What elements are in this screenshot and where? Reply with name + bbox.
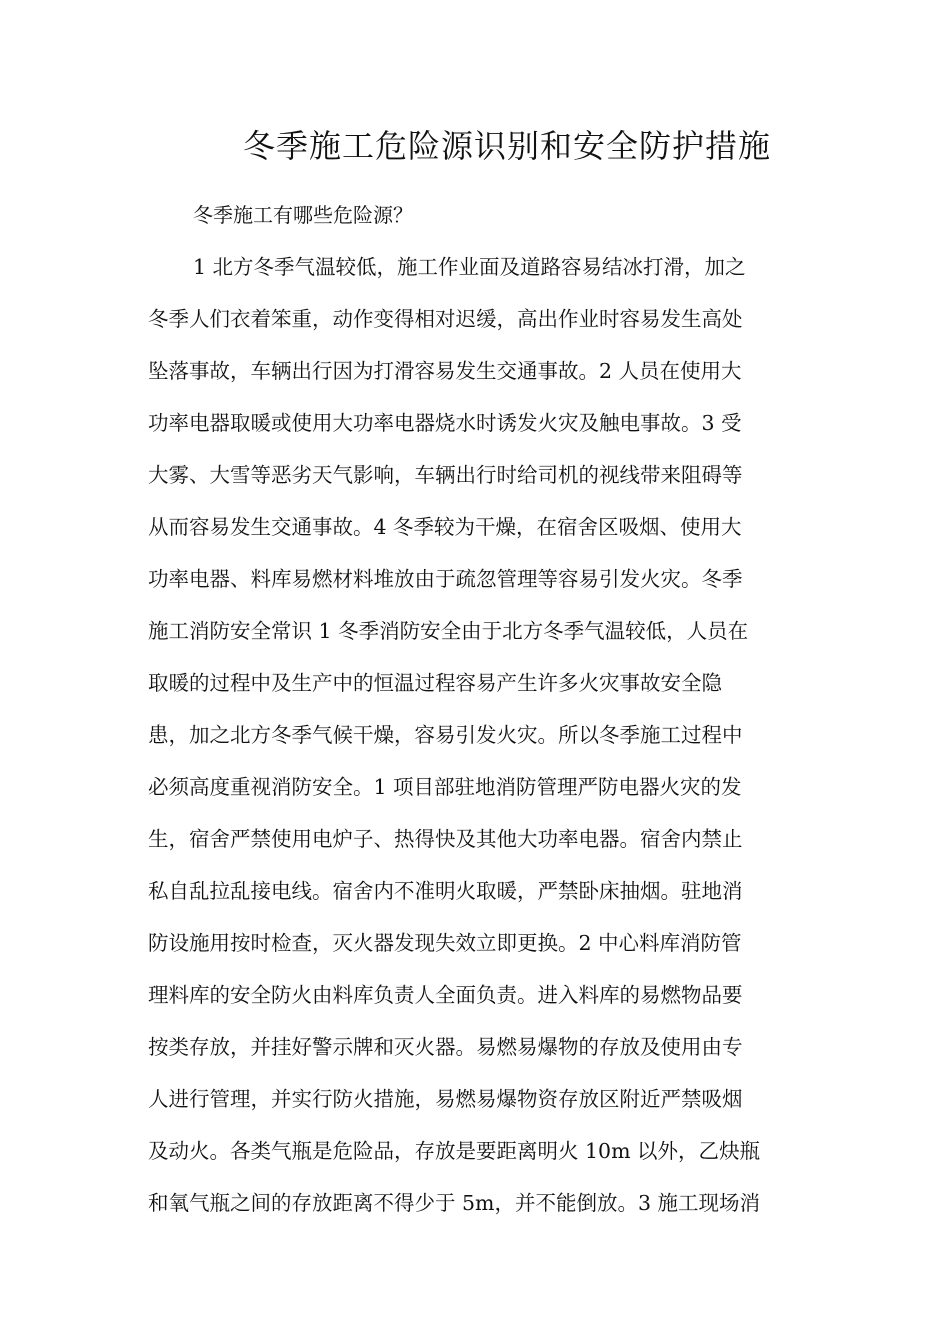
text-line: 功率电器取暖或使用大功率电器烧水时诱发火灾及触电事故。3 受 bbox=[148, 411, 742, 435]
text-line: 坠落事故，车辆出行因为打滑容易发生交通事故。2 人员在使用大 bbox=[148, 359, 742, 383]
text-line: 理料库的安全防火由料库负责人全面负责。进入料库的易燃物品要 bbox=[148, 983, 743, 1007]
text-line: 生，宿舍严禁使用电炉子、热得快及其他大功率电器。宿舍内禁止 bbox=[148, 827, 743, 851]
text-line: 患，加之北方冬季气候干燥，容易引发火灾。所以冬季施工过程中 bbox=[148, 723, 743, 747]
text-line: 和氧气瓶之间的存放距离不得少于 5m，并不能倒放。3 施工现场消 bbox=[148, 1191, 761, 1215]
text-line: 取暖的过程中及生产中的恒温过程容易产生许多火灾事故安全隐 bbox=[148, 671, 722, 695]
text-line: 施工消防安全常识 1 冬季消防安全由于北方冬季气温较低，人员在 bbox=[148, 619, 749, 643]
section-question: 冬季施工有哪些危险源？ bbox=[193, 203, 413, 227]
text-line: 冬季人们衣着笨重，动作变得相对迟缓，高出作业时容易发生高处 bbox=[148, 307, 743, 331]
text-line: 按类存放，并挂好警示牌和灭火器。易燃易爆物的存放及使用由专 bbox=[148, 1035, 743, 1059]
page-title: 冬季施工危险源识别和安全防护措施 bbox=[243, 127, 772, 165]
text-line: 功率电器、料库易燃材料堆放由于疏忽管理等容易引发火灾。冬季 bbox=[148, 567, 743, 591]
body-paragraph bbox=[148, 248, 808, 1236]
text-line: 1 北方冬季气温较低，施工作业面及道路容易结冰打滑，加之 bbox=[193, 255, 746, 279]
text-line: 必须高度重视消防安全。1 项目部驻地消防管理严防电器火灾的发 bbox=[148, 775, 742, 799]
text-line: 私自乱拉乱接电线。宿舍内不准明火取暖，严禁卧床抽烟。驻地消 bbox=[148, 879, 743, 903]
text-line: 大雾、大雪等恶劣天气影响，车辆出行时给司机的视线带来阻碍等 bbox=[148, 463, 743, 487]
text-line: 防设施用按时检查，灭火器发现失效立即更换。2 中心料库消防管 bbox=[148, 931, 742, 955]
text-line: 及动火。各类气瓶是危险品，存放是要距离明火 10m 以外，乙炔瓶 bbox=[148, 1139, 761, 1163]
text-line: 人进行管理，并实行防火措施，易燃易爆物资存放区附近严禁吸烟 bbox=[148, 1087, 743, 1111]
text-line: 从而容易发生交通事故。4 冬季较为干燥，在宿舍区吸烟、使用大 bbox=[148, 515, 742, 539]
